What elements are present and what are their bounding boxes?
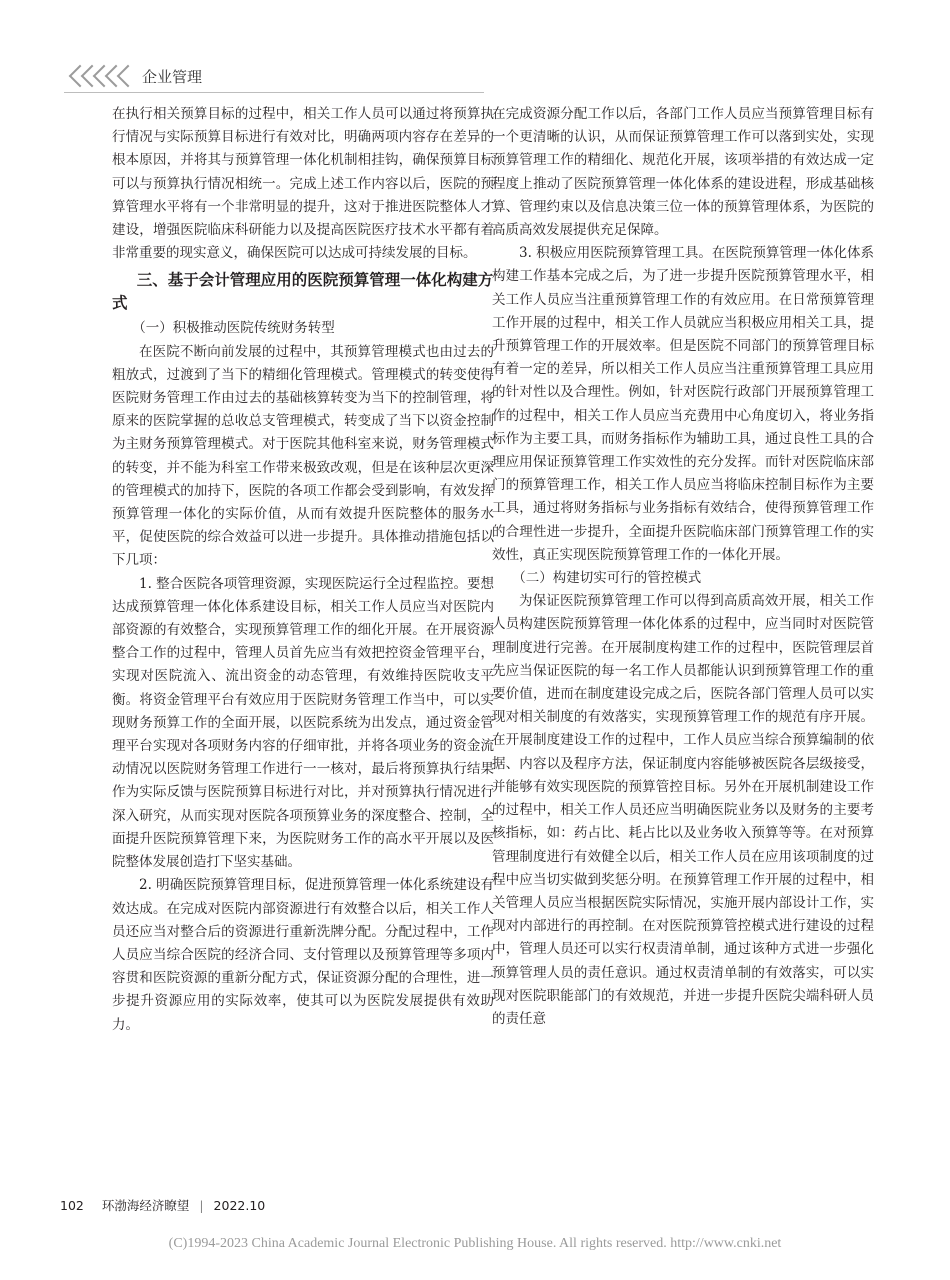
paragraph: 为保证医院预算管理工作可以得到高质高效开展，相关工作人员构建医院预算管理一体化体系的过程中，应当同时对医院管理制度进行完善。在开展制度构建工作的过程中，医院管理层首先应当保证医院的每一名工作人员都能认识到预算管理工作的重要价值，进而在制度建设完成之后，医院各部门管理人员可以实现对相关制度的有效落实，实现预算管理工作的规范有序开展。在开展制度建设工作的过程中，工作人员应当综合预算编制的依据、内容以及程序方法，保证制度内容能够被医院各层级接受，并能够有效实现医院的预算管控目标。另外在开展机制建设工作的过程中，相关工作人员还应当明确医院业务以及财务的主要考核指标，如：药占比、耗占比以及业务收入预算等等。在对预算管理制度进行有效健全以后，相关工作人员在应用该项制度的过程中应当切实做到奖惩分明。在预算管理工作开展的过程中，相关管理人员应当根据医院实际情况，实施开展内部设计工作，实现对内部进行的再控制。在对医院预算管控模式进行建设的过程中，管理人员还可以实行权责清单制，通过该种方式进一步强化预算管理人员的责任意识。通过权责清单制的有效落实，可以实现对医院职能部门的有效规范，并进一步提升医院尖端科研人员的责任意 xyxy=(492,593,874,1027)
footer-separator: | xyxy=(199,1198,204,1213)
section-heading: 三、基于会计管理应用的医院预算管理一体化构建方式 xyxy=(112,271,494,313)
paragraph: 在完成资源分配工作以后，各部门工作人员应当预算管理目标有一个更清晰的认识，从而保证预算管理工作可以落到实处，实现预算管理工作的精细化、规范化开展，该项举措的有效达成一定程度上推动了医院预算管理一体化体系的建设进程，形成基础核算、管理约束以及信息决策三位一体的预算管理体系，为医院的高质高效发展提供充足保障。 xyxy=(492,106,874,239)
subsection-heading: （二）构建切实可行的管控模式 xyxy=(512,570,702,587)
paragraph: 在医院不断向前发展的过程中，其预算管理模式也由过去的粗放式，过渡到了当下的精细化管理模式。管理模式的转变使得医院财务管理工作由过去的基础核算转变为当下的控制管理，将原来的医院掌握的总收总支管理模式，转变成了当下以资金控制为主财务预算管理模式。对于医院其他科室来说，财务管理模式的转变，并不能为科室工作带来极致改观，但是在该种层次更深的管理模式的加持下，医院的各项工作都会受到影响，有效发挥预算管理一体化的实际价值，从而有效提升医院整体的服务水平，促使医院的综合效益可以进一步提升。具体推动措施包括以下几项： xyxy=(112,343,494,569)
running-header xyxy=(64,62,484,96)
page-number: 102 xyxy=(60,1198,84,1213)
paragraph: 3. 积极应用医院预算管理工具。在医院预算管理一体化体系构建工作基本完成之后，为了进一步提升医院预算管理水平，相关工作人员应当注重预算管理工作的有效应用。在日常预算管理工作开展的过程中，相关工作人员就应当积极应用相关工具，提升预算管理工作的开展效率。但是医院不同部门的预算管理目标有着一定的差异，所以相关工作人员应当注重预算管理工具应用的针对性以及合理性。例如，针对医院行政部门开展预算管理工作的过程中，相关工作人员应当充费用中心角度切入，将业务指标作为主要工具，而财务指标作为辅助工具，通过良性工具的合理应用保证预算管理工作实效性的充分发挥。而针对医院临床部门的预算管理工作，相关工作人员应当将临床控制目标作为主要工具，通过将财务指标与业务指标有效结合，使得预算管理工作的合理性进一步提升，全面提升医院临床部门预算管理工作的实效性，真正实现医院预算管理工作的一体化开展。 xyxy=(492,245,874,563)
issue-date: 2022.10 xyxy=(213,1198,266,1213)
section-title: 企业管理 xyxy=(142,68,203,86)
paragraph: 2. 明确医院预算管理目标，促进预算管理一体化系统建设有效达成。在完成对医院内部资源进行有效整合以后，相关工作人员还应当对整合后的资源进行重新洗牌分配。分配过程中，工作人员应当综合医院的经济合同、支付管理以及预算管理等多项内容贯和医院资源的重新分配方式，保证资源分配的合理性，进一步提升资源应用的实际效率，使其可以为医院发展提供有效助力。 xyxy=(112,877,494,1033)
page-footer xyxy=(60,1196,265,1214)
paragraph: 1. 整合医院各项管理资源，实现医院运行全过程监控。要想达成预算管理一体化体系建设目标，相关工作人员应当对医院内部资源的有效整合，实现预算管理工作的细化开展。在开展资源整合工作的过程中，管理人员首先应当有效把控资金管理平台，实现对医院流入、流出资金的动态管理，有效维持医院收支平衡。将资金管理平台有效应用于医院财务管理工作当中，可以实现财务预算工作的全面开展，以医院系统为出发点，通过资金管理平台实现对各项财务内容的仔细审批，并将各项业务的资金流动情况以医院财务管理工作进行一一核对，最后将预算执行结果作为实际反馈与医院预算目标进行对比，并对预算执行情况进行深入研究，从而实现对医院各项预算业务的深度整合、控制，全面提升医院预算管理下来，为医院财务工作的高水平开展以及医院整体发展创造打下坚实基础。 xyxy=(112,575,494,871)
right-column xyxy=(492,103,874,1031)
paragraph: 在执行相关预算目标的过程中，相关工作人员可以通过将预算执行情况与实际预算目标进行有效对比，明确两项内容存在差异的根本原因，并将其与预算管理一体化机制相挂钩，确保预算目标可以与预算执行情况相统一。完成上述工作内容以后，医院的预算管理水平将有一个非常明显的提升，这对于推进医院整体人才建设，增强医院临床科研能力以及提高医院医疗技术水平都有着非常重要的现实意义，确保医院可以达成可持续发展的目标。 xyxy=(112,106,494,262)
journal-name: 环渤海经济瞭望 xyxy=(101,1198,190,1213)
copyright-notice: (C)1994-2023 China Academic Journal Electronic Publishing House. All rights reserved. http://www.cnki.net xyxy=(168,1236,782,1251)
subsection-heading: （一）积极推动医院传统财务转型 xyxy=(132,320,335,337)
left-column xyxy=(112,103,494,1037)
header-rule xyxy=(64,92,484,93)
